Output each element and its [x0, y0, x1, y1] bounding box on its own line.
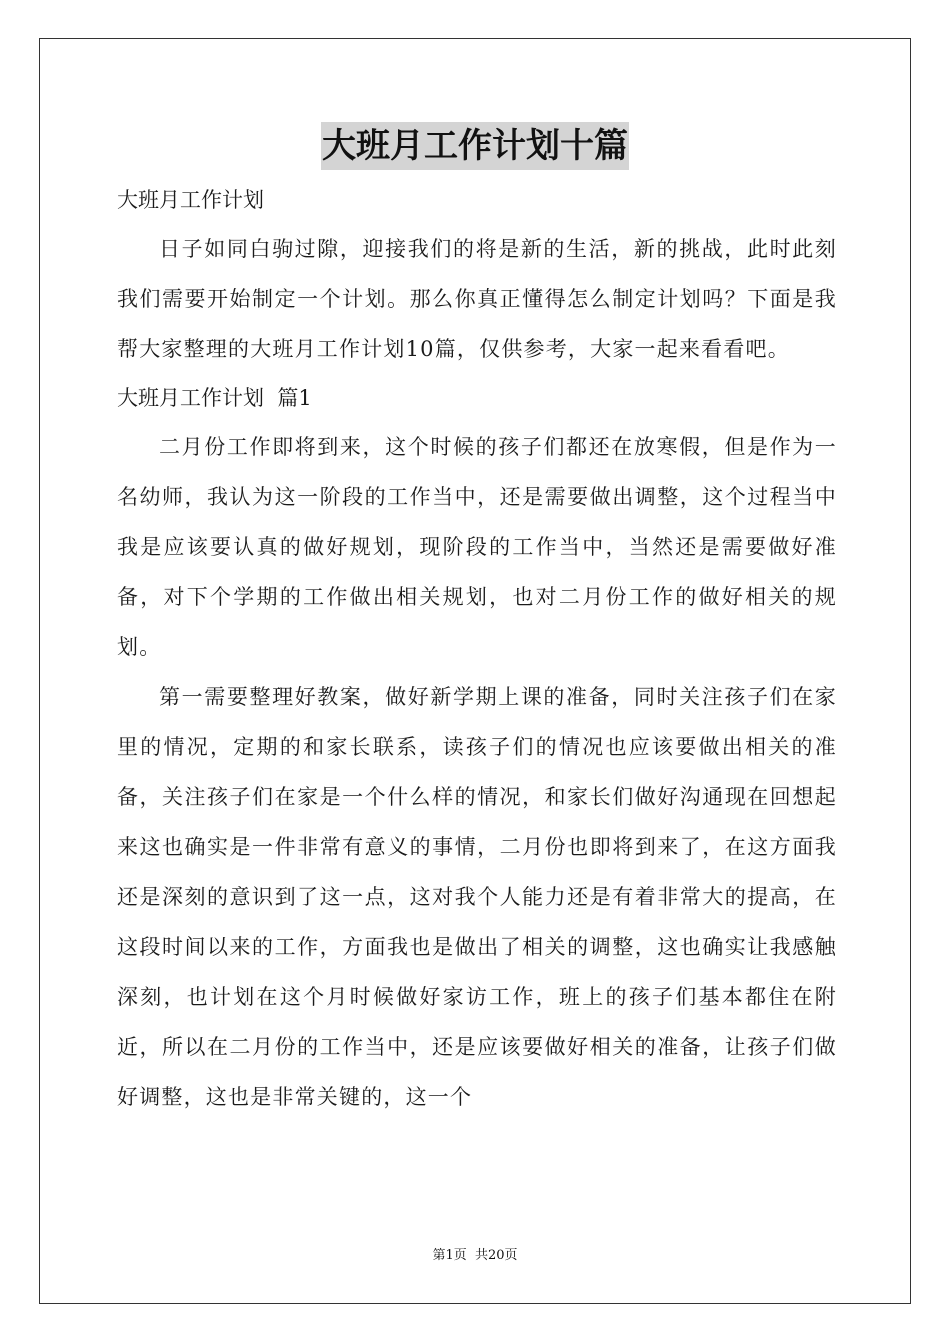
title-container — [0, 122, 950, 170]
section-heading-intro: 大班月工作计划 — [117, 188, 264, 212]
section-heading-part1: 大班月工作计划 篇1 — [117, 386, 312, 410]
part1-paragraph-1: 二月份工作即将到来，这个时候的孩子们都还在放寒假，但是作为一名幼师，我认为这一阶段的工作当中，还是需要做出调整，这个过程当中我是应该要认真的做好规划，现阶段的工作当中，当然还是需要做好准备，对下个学期的工作做出相关规划，也对二月份工作的做好相关的规划。 — [117, 435, 837, 659]
intro-paragraph: 日子如同白驹过隙，迎接我们的将是新的生活，新的挑战，此时此刻我们需要开始制定一个计划。那么你真正懂得怎么制定计划吗？下面是我帮大家整理的大班月工作计划10篇，仅供参考，大家一起来看看吧。 — [117, 237, 837, 361]
document-body — [117, 176, 837, 1122]
page-footer: 第1页 共20页 — [432, 1248, 518, 1263]
part1-paragraph-2: 第一需要整理好教案，做好新学期上课的准备，同时关注孩子们在家里的情况，定期的和家长联系，读孩子们的情况也应该要做出相关的准备，关注孩子们在家是一个什么样的情况，和家长们做好沟通现在回想起来这也确实是一件非常有意义的事情，二月份也即将到来了，在这方面我还是深刻的意识到了这一点，这对我个人能力还是有着非常大的提高，在这段时间以来的工作，方面我也是做出了相关的调整，这也确实让我感触深刻，也计划在这个月时候做好家访工作，班上的孩子们基本都住在附近，所以在二月份的工作当中，还是应该要做好相关的准备，让孩子们做好调整，这也是非常关键的，这一个 — [117, 685, 837, 1109]
document-title: 大班月工作计划十篇 — [321, 122, 629, 170]
